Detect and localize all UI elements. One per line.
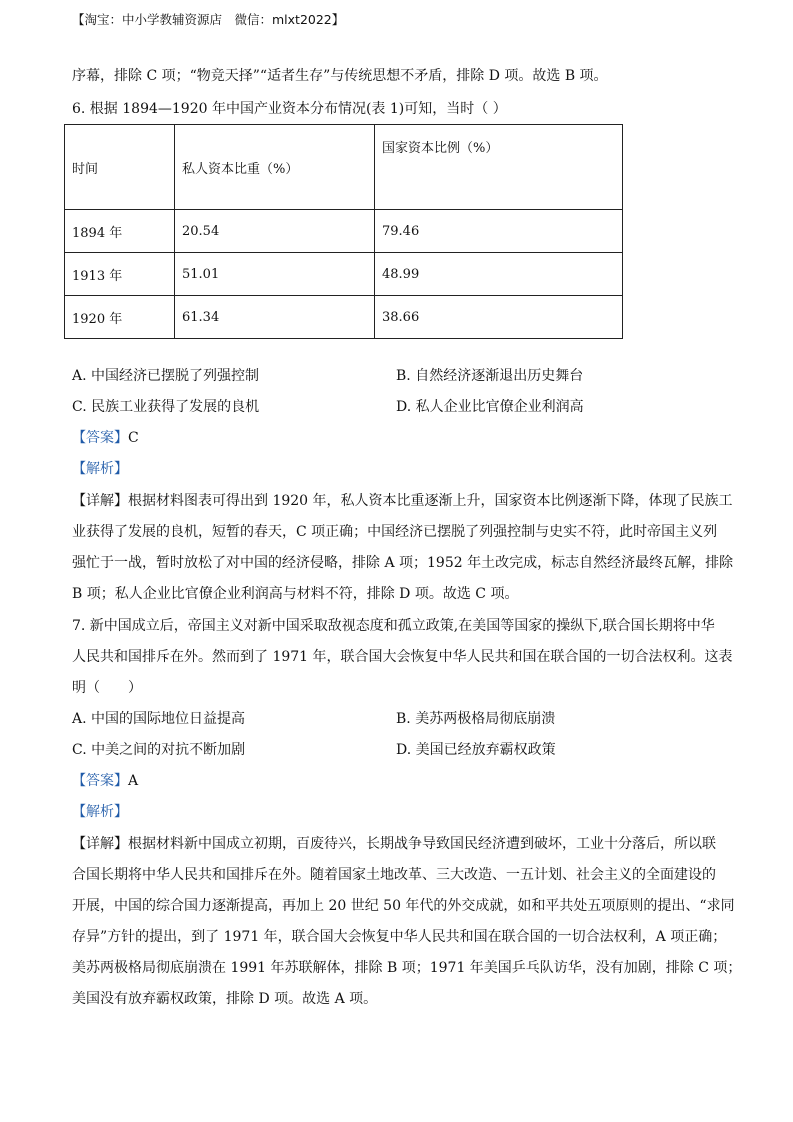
- header-cell-state: 国家资本比例（%）: [375, 125, 623, 210]
- table-row: [65, 253, 623, 296]
- q6-option-b: B. 自然经济逐渐退出历史舞台: [396, 368, 584, 384]
- q7-option-c: C. 中美之间的对抗不断加剧: [72, 742, 246, 758]
- q6-analysis-label: 【解析】: [72, 461, 128, 477]
- q7-detail-line: 合国长期将中华人民共和国排斥在外。随着国家土地改革、三大改造、一五计划、社会主义的全面建设的: [72, 867, 716, 883]
- q7-detail-line: 开展，中国的综合国力逐渐提高，再加上 20 世纪 50 年代的外交成就，如和平共处五项原则的提出、“求同: [72, 898, 735, 914]
- answer-value: C: [128, 430, 139, 446]
- table-cell: 1920 年: [65, 296, 175, 339]
- table-row: [65, 296, 623, 339]
- table-cell: 1913 年: [65, 253, 175, 296]
- detail-text: 根据材料新中国成立初期，百废待兴，长期战争导致国民经济遭到破坏，工业十分落后，所以联: [128, 836, 716, 852]
- table-cell: 38.66: [375, 296, 623, 339]
- detail-label: 【详解】: [72, 493, 128, 509]
- table-header-row: [65, 125, 623, 210]
- capital-table: [64, 124, 623, 339]
- table-cell: 20.54: [175, 210, 375, 253]
- table-row: [65, 210, 623, 253]
- q7-stem-line: 7. 新中国成立后，帝国主义对新中国采取敌视态度和孤立政策,在美国等国家的操纵下,联合国长期将中华: [72, 618, 715, 634]
- q6-answer: [72, 427, 139, 447]
- answer-label: 【答案】: [72, 430, 128, 446]
- q6-detail-line: B 项；私人企业比官僚企业利润高与材料不符，排除 D 项。故选 C 项。: [72, 586, 519, 602]
- q7-answer: [72, 770, 138, 790]
- q6-option-d: D. 私人企业比官僚企业利润高: [396, 399, 584, 415]
- q7-option-a: A. 中国的国际地位日益提高: [72, 711, 246, 727]
- table-cell: 48.99: [375, 253, 623, 296]
- q7-option-d: D. 美国已经放弃霸权政策: [396, 742, 556, 758]
- q7-detail-line: 美苏两极格局彻底崩溃在 1991 年苏联解体，排除 B 项；1971 年美国乒乓队访华，没有加剧，排除 C 项；: [72, 960, 742, 976]
- detail-label: 【详解】: [72, 836, 128, 852]
- q6-option-a: A. 中国经济已摆脱了列强控制: [72, 368, 260, 384]
- q6-detail-line: [72, 490, 733, 510]
- q7-detail-line: [72, 833, 716, 853]
- q6-detail-line: 强忙于一战，暂时放松了对中国的经济侵略，排除 A 项；1952 年土改完成，标志自然经济最终瓦解，排除: [72, 555, 734, 571]
- header-banner: 【淘宝：中小学教辅资源店 微信：mlxt2022】: [72, 12, 345, 27]
- header-cell-time: 时间: [65, 125, 175, 210]
- q6-option-c: C. 民族工业获得了发展的良机: [72, 399, 260, 415]
- q7-detail-line: 存异”方针的提出，到了 1971 年，联合国大会恢复中华人民共和国在联合国的一切合法权利，A 项正确；: [72, 929, 727, 945]
- q7-detail-line: 美国没有放弃霸权政策，排除 D 项。故选 A 项。: [72, 991, 378, 1007]
- q6-stem: 6. 根据 1894—1920 年中国产业资本分布情况(表 1)可知，当时（ ）: [72, 101, 507, 117]
- table-cell: 61.34: [175, 296, 375, 339]
- table-cell: 51.01: [175, 253, 375, 296]
- answer-value: A: [128, 773, 139, 789]
- q7-analysis-label: 【解析】: [72, 804, 128, 820]
- intro-line: 序幕，排除 C 项；“物竞天择”“适者生存”与传统思想不矛盾，排除 D 项。故选 B 项。: [72, 68, 608, 84]
- detail-text: 根据材料图表可得出到 1920 年，私人资本比重逐渐上升，国家资本比例逐渐下降，体现了民族工: [128, 493, 733, 509]
- q6-detail-line: 业获得了发展的良机，短暂的春天，C 项正确；中国经济已摆脱了列强控制与史实不符，此时帝国主义列: [72, 524, 718, 540]
- q7-stem-line: 人民共和国排斥在外。然而到了 1971 年，联合国大会恢复中华人民共和国在联合国的一切合法权利。这表: [72, 649, 733, 665]
- table-cell: 1894 年: [65, 210, 175, 253]
- answer-label: 【答案】: [72, 773, 128, 789]
- header-cell-private: 私人资本比重（%）: [175, 125, 375, 210]
- q7-stem-line: 明（ ）: [72, 680, 142, 696]
- q7-option-b: B. 美苏两极格局彻底崩溃: [396, 711, 556, 727]
- table-cell: 79.46: [375, 210, 623, 253]
